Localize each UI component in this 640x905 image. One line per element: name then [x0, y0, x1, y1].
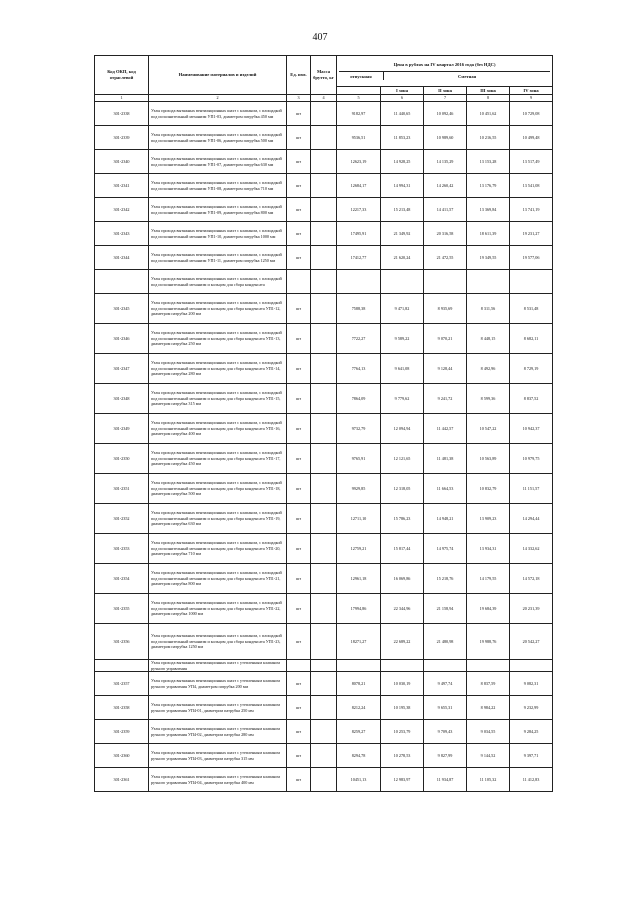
row-price-zone3: 8 837,59	[467, 672, 510, 696]
row-price-zone4: 9 232,99	[510, 696, 553, 720]
row-mass	[311, 384, 337, 414]
row-mass	[311, 744, 337, 768]
row-code: 301-2352	[95, 504, 149, 534]
row-mass	[311, 246, 337, 270]
row-unit: шт	[287, 696, 311, 720]
header-zone2: II зона	[424, 87, 467, 95]
row-price-zone3: 19 349,55	[467, 246, 510, 270]
row-description: Узлы прохода вытяжных вентиляционных шахт с клапаном, с площадкой под исполнительный механизм и кольцом для сбора конденсата УП1-18, диаметром патрубка 500 мм	[149, 474, 287, 504]
row-price-zone4: 10 499,48	[510, 126, 553, 150]
row-price-zone2: 9 827,99	[424, 744, 467, 768]
table-row	[95, 270, 553, 294]
row-price-zone1: 10 278,53	[381, 744, 424, 768]
row-price-zone3: 14 179,55	[467, 564, 510, 594]
header-estimate-group: Сметная	[457, 74, 477, 79]
row-code: 301-2356	[95, 624, 149, 660]
row-price-wholesale: 8212,24	[337, 696, 381, 720]
row-price-zone3: 13 369,84	[467, 198, 510, 222]
col-number: 8	[467, 95, 510, 102]
row-unit: шт	[287, 474, 311, 504]
row-description: Узлы прохода вытяжных вентиляционных шахт с клапаном, с площадкой под исполнительный механизм УП1-06, диаметром патрубка 500 мм	[149, 126, 287, 150]
row-unit: шт	[287, 624, 311, 660]
column-number-row	[95, 95, 553, 102]
row-description: Узлы прохода вытяжных вентиляционных шахт с клапаном, с площадкой под исполнительный механизм и кольцом для сбора конденсата	[149, 270, 287, 294]
row-price-zone3: 13 934,31	[467, 534, 510, 564]
row-price-wholesale: 17495,91	[337, 222, 381, 246]
row-code: 301-2343	[95, 222, 149, 246]
row-price-zone3: 10 832,79	[467, 474, 510, 504]
row-description: Узлы прохода вытяжных вентиляционных шахт с утепленным клапаном ручного управления УП4-03, диаметром патрубка 315 мм	[149, 744, 287, 768]
row-mass	[311, 504, 337, 534]
row-mass	[311, 270, 337, 294]
row-price-wholesale: 18271,27	[337, 624, 381, 660]
row-price-zone3: 13 176,79	[467, 174, 510, 198]
row-price-zone1: 15 786,23	[381, 504, 424, 534]
row-price-zone4: 9 397,71	[510, 744, 553, 768]
table-body	[95, 102, 553, 792]
row-code: 301-2357	[95, 672, 149, 696]
col-number: 3	[287, 95, 311, 102]
col-number: 7	[424, 95, 467, 102]
row-price-zone1: 12 094,94	[381, 414, 424, 444]
row-description: Узлы прохода вытяжных вентиляционных шахт с клапаном, с площадкой под исполнительный механизм и кольцом для сбора конденсата УП1-17, диаметром патрубка 450 мм	[149, 444, 287, 474]
row-price-zone4: 13 517,49	[510, 150, 553, 174]
row-unit: шт	[287, 534, 311, 564]
table-row	[95, 354, 553, 384]
row-price-zone4: 19 231,27	[510, 222, 553, 246]
row-price-zone4	[510, 270, 553, 294]
col-number: 5	[337, 95, 381, 102]
row-mass	[311, 222, 337, 246]
row-price-zone4: 14 332,62	[510, 534, 553, 564]
table-row	[95, 102, 553, 126]
row-code: 301-2350	[95, 444, 149, 474]
table-row	[95, 744, 553, 768]
row-price-wholesale: 17994,86	[337, 594, 381, 624]
row-unit: шт	[287, 126, 311, 150]
row-price-zone1: 9 641,08	[381, 354, 424, 384]
row-description: Узлы прохода вытяжных вентиляционных шахт с клапаном, с площадкой под исполнительный механизм УП1-09, диаметром патрубка 800 мм	[149, 198, 287, 222]
row-price-zone3	[467, 660, 510, 672]
row-price-zone1	[381, 660, 424, 672]
row-price-zone4: 10 942,37	[510, 414, 553, 444]
table-row	[95, 594, 553, 624]
row-price-zone4: 8 837,52	[510, 384, 553, 414]
row-price-zone1	[381, 270, 424, 294]
row-mass	[311, 534, 337, 564]
row-price-wholesale: 9182,97	[337, 102, 381, 126]
row-price-zone2: 14 975,74	[424, 534, 467, 564]
row-price-wholesale	[337, 660, 381, 672]
row-price-wholesale: 12711,10	[337, 504, 381, 534]
row-description: Узлы прохода вытяжных вентиляционных шахт с клапаном, с площадкой под исполнительный механизм и кольцом для сбора конденсата УП1-15, диаметром патрубка 315 мм	[149, 384, 287, 414]
row-code	[95, 270, 149, 294]
table-row	[95, 720, 553, 744]
col-number: 9	[510, 95, 553, 102]
row-price-zone2: 21 158,94	[424, 594, 467, 624]
row-price-zone3: 9 034,55	[467, 720, 510, 744]
price-table	[94, 55, 553, 792]
row-mass	[311, 354, 337, 384]
row-price-zone2: 9 497,74	[424, 672, 467, 696]
row-description: Узлы прохода вытяжных вентиляционных шахт с клапаном, с площадкой под исполнительный механизм и кольцом для сбора конденсата УП1-12, диаметром патрубка 200 мм	[149, 294, 287, 324]
row-price-zone2: 20 316,58	[424, 222, 467, 246]
row-unit: шт	[287, 198, 311, 222]
row-unit: шт	[287, 414, 311, 444]
row-price-zone4: 13 541,08	[510, 174, 553, 198]
page-number: 407	[312, 32, 328, 43]
row-unit: шт	[287, 150, 311, 174]
row-price-wholesale: 9929,85	[337, 474, 381, 504]
row-price-wholesale: 7588,38	[337, 294, 381, 324]
table-row	[95, 384, 553, 414]
row-unit: шт	[287, 444, 311, 474]
row-unit: шт	[287, 720, 311, 744]
table-row	[95, 324, 553, 354]
row-price-zone4: 8 531,48	[510, 294, 553, 324]
row-mass	[311, 672, 337, 696]
table-row	[95, 504, 553, 534]
table-row	[95, 198, 553, 222]
row-mass	[311, 174, 337, 198]
row-description: Узлы прохода вытяжных вентиляционных шахт с клапаном, с площадкой под исполнительный механизм УП1-03, диаметром патрубка 450 мм	[149, 102, 287, 126]
table-row	[95, 696, 553, 720]
row-mass	[311, 198, 337, 222]
row-code: 301-2355	[95, 594, 149, 624]
row-price-zone2: 9 709,43	[424, 720, 467, 744]
row-price-zone2	[424, 660, 467, 672]
row-mass	[311, 660, 337, 672]
row-price-wholesale: 7764,13	[337, 354, 381, 384]
table-row	[95, 222, 553, 246]
row-price-zone2: 14 948,21	[424, 504, 467, 534]
row-mass	[311, 324, 337, 354]
table-row	[95, 174, 553, 198]
row-price-zone1: 12 121,65	[381, 444, 424, 474]
row-price-zone3: 13 153,28	[467, 150, 510, 174]
table-row	[95, 768, 553, 792]
row-price-zone1: 10 195,38	[381, 696, 424, 720]
row-unit: шт	[287, 222, 311, 246]
table-row	[95, 150, 553, 174]
row-price-zone1: 9 779,62	[381, 384, 424, 414]
row-price-zone4: 13 741,19	[510, 198, 553, 222]
row-code: 301-2351	[95, 474, 149, 504]
row-code: 301-2358	[95, 696, 149, 720]
row-price-wholesale: 12623,19	[337, 150, 381, 174]
row-price-zone1: 16 069,86	[381, 564, 424, 594]
row-price-zone2: 11 664,53	[424, 474, 467, 504]
row-price-zone3: 8 492,96	[467, 354, 510, 384]
col-number: 1	[95, 95, 149, 102]
row-mass	[311, 126, 337, 150]
header-zone3: III зона	[467, 87, 510, 95]
header-code: Код ОКП, код отраслевой	[95, 56, 149, 95]
header-price-group	[337, 56, 553, 87]
table-row	[95, 474, 553, 504]
row-price-zone3: 8 599,36	[467, 384, 510, 414]
row-code: 301-2345	[95, 294, 149, 324]
row-price-zone1: 9 589,22	[381, 324, 424, 354]
row-description: Узлы прохода вытяжных вентиляционных шахт с утепленным клапаном ручного управления УП4-04, диаметром патрубка 400 мм	[149, 768, 287, 792]
row-unit: шт	[287, 102, 311, 126]
row-price-wholesale: 9536,51	[337, 126, 381, 150]
row-price-zone2	[424, 270, 467, 294]
row-unit: шт	[287, 744, 311, 768]
row-price-zone1: 11 440,65	[381, 102, 424, 126]
row-mass	[311, 564, 337, 594]
row-description: Узлы прохода вытяжных вентиляционных шахт с клапаном, с площадкой под исполнительный механизм и кольцом для сбора конденсата УП1-21, диаметром патрубка 800 мм	[149, 564, 287, 594]
row-price-zone1: 22 689,22	[381, 624, 424, 660]
row-price-wholesale: 12759,21	[337, 534, 381, 564]
row-code: 301-2348	[95, 384, 149, 414]
row-price-zone4: 11 412,83	[510, 768, 553, 792]
row-unit: шт	[287, 294, 311, 324]
row-price-zone4: 8 682,11	[510, 324, 553, 354]
row-description: Узлы прохода вытяжных вентиляционных шахт с утепленным клапаном ручного управления УП4, диаметром патрубка 200 мм	[149, 672, 287, 696]
row-price-wholesale: 8259,27	[337, 720, 381, 744]
row-code: 301-2360	[95, 744, 149, 768]
row-price-wholesale: 12217,33	[337, 198, 381, 222]
row-unit: шт	[287, 564, 311, 594]
header-wholesale: отпускная	[339, 72, 384, 80]
row-price-zone2: 10 989,60	[424, 126, 467, 150]
row-description: Узлы прохода вытяжных вентиляционных шахт с клапаном, с площадкой под исполнительный механизм УП1-08, диаметром патрубка 710 мм	[149, 174, 287, 198]
header-wholesale-spacer	[337, 87, 381, 95]
header-name: Наименование материалов и изделий	[149, 56, 287, 95]
row-description: Узлы прохода вытяжных вентиляционных шахт с клапаном, с площадкой под исполнительный механизм УП1-10, диаметром патрубка 1000 мм	[149, 222, 287, 246]
price-table-sheet	[94, 55, 552, 792]
row-code: 301-2338	[95, 102, 149, 126]
row-code: 301-2353	[95, 534, 149, 564]
col-number: 6	[381, 95, 424, 102]
row-price-zone3: 8 448,15	[467, 324, 510, 354]
row-price-zone1: 10 253,79	[381, 720, 424, 744]
row-code	[95, 660, 149, 672]
row-price-zone4: 20 542,27	[510, 624, 553, 660]
row-description: Узлы прохода вытяжных вентиляционных шахт с клапаном, с площадкой под исполнительный механизм УП1-11, диаметром патрубка 1250 мм	[149, 246, 287, 270]
row-price-zone4: 20 231,39	[510, 594, 553, 624]
row-price-zone3: 11 105,32	[467, 768, 510, 792]
table-row	[95, 672, 553, 696]
row-unit: шт	[287, 324, 311, 354]
row-price-zone3: 19 988,76	[467, 624, 510, 660]
row-price-zone1: 11 853,23	[381, 126, 424, 150]
row-price-wholesale: 10451,13	[337, 768, 381, 792]
row-price-zone2: 9 241,72	[424, 384, 467, 414]
row-price-zone3: 9 144,52	[467, 744, 510, 768]
row-price-zone2: 14 260,42	[424, 174, 467, 198]
row-code: 301-2347	[95, 354, 149, 384]
row-price-zone4: 9 082,31	[510, 672, 553, 696]
row-price-zone1: 10 030,19	[381, 672, 424, 696]
row-mass	[311, 624, 337, 660]
row-price-zone4: 14 294,44	[510, 504, 553, 534]
row-mass	[311, 102, 337, 126]
row-unit: шт	[287, 354, 311, 384]
row-price-zone1: 15 213,48	[381, 198, 424, 222]
row-code: 301-2344	[95, 246, 149, 270]
row-code: 301-2340	[95, 150, 149, 174]
row-unit: шт	[287, 174, 311, 198]
col-number: 2	[149, 95, 287, 102]
row-price-zone3: 18 611,39	[467, 222, 510, 246]
row-mass	[311, 768, 337, 792]
row-price-wholesale: 9765,91	[337, 444, 381, 474]
row-mass	[311, 594, 337, 624]
table-row	[95, 624, 553, 660]
row-description: Узлы прохода вытяжных вентиляционных шахт с клапаном, с площадкой под исполнительный механизм и кольцом для сбора конденсата УП1-19, диаметром патрубка 630 мм	[149, 504, 287, 534]
row-price-wholesale	[337, 270, 381, 294]
row-price-wholesale: 8294,78	[337, 744, 381, 768]
row-unit: шт	[287, 504, 311, 534]
row-price-wholesale: 12961,18	[337, 564, 381, 594]
row-price-zone4: 9 284,25	[510, 720, 553, 744]
row-price-zone1: 21 620,24	[381, 246, 424, 270]
table-row	[95, 294, 553, 324]
row-unit	[287, 270, 311, 294]
header-zone1: I зона	[381, 87, 424, 95]
row-unit: шт	[287, 246, 311, 270]
header-mass: Масса брутто, кг	[311, 56, 337, 95]
row-price-zone1: 22 344,96	[381, 594, 424, 624]
row-mass	[311, 150, 337, 174]
row-price-zone3: 8 311,56	[467, 294, 510, 324]
row-code: 301-2361	[95, 768, 149, 792]
row-price-zone2: 8 935,69	[424, 294, 467, 324]
row-price-zone4: 10 729,08	[510, 102, 553, 126]
header-price-title: Цена в рублях на IV квартал 2016 года (без НДС)	[393, 62, 496, 67]
row-mass	[311, 414, 337, 444]
row-price-zone4: 8 729,19	[510, 354, 553, 384]
row-price-zone3	[467, 270, 510, 294]
row-description: Узлы прохода вытяжных вентиляционных шахт с утепленным клапаном ручного управления УП4-02, диаметром патрубка 280 мм	[149, 720, 287, 744]
row-price-zone2: 11 934,87	[424, 768, 467, 792]
row-code: 301-2359	[95, 720, 149, 744]
row-description: Узлы прохода вытяжных вентиляционных шахт с клапаном, с площадкой под исполнительный механизм и кольцом для сбора конденсата УП1-23, диаметром патрубка 1250 мм	[149, 624, 287, 660]
row-price-zone1: 14 928,25	[381, 150, 424, 174]
row-code: 301-2354	[95, 564, 149, 594]
row-price-zone1: 9 471,82	[381, 294, 424, 324]
row-price-wholesale: 8078,21	[337, 672, 381, 696]
table-row	[95, 414, 553, 444]
row-price-zone4	[510, 660, 553, 672]
header-unit: Ед. изм.	[287, 56, 311, 95]
row-price-zone2: 9 070,21	[424, 324, 467, 354]
row-code: 301-2342	[95, 198, 149, 222]
row-price-zone2: 10 092,46	[424, 102, 467, 126]
table-row	[95, 534, 553, 564]
row-price-wholesale: 7864,09	[337, 384, 381, 414]
row-description: Узлы прохода вытяжных вентиляционных шахт с клапаном, с площадкой под исполнительный механизм и кольцом для сбора конденсата УП1-14, диаметром патрубка 280 мм	[149, 354, 287, 384]
row-price-zone2: 21 480,98	[424, 624, 467, 660]
row-price-zone3: 8 984,22	[467, 696, 510, 720]
row-price-zone4: 10 979,75	[510, 444, 553, 474]
row-unit: шт	[287, 672, 311, 696]
table-row	[95, 564, 553, 594]
row-mass	[311, 294, 337, 324]
row-mass	[311, 720, 337, 744]
row-price-zone2: 9 128,44	[424, 354, 467, 384]
row-description: Узлы прохода вытяжных вентиляционных шахт с клапаном, с площадкой под исполнительный механизм и кольцом для сбора конденсата УП1-22, диаметром патрубка 1000 мм	[149, 594, 287, 624]
row-price-zone1: 12 983,97	[381, 768, 424, 792]
row-price-wholesale: 17412,77	[337, 246, 381, 270]
row-price-zone2: 14 411,57	[424, 198, 467, 222]
row-description: Узлы прохода вытяжных вентиляционных шахт с утепленным клапаном ручного управления УП4-01, диаметром патрубка 250 мм	[149, 696, 287, 720]
row-price-zone2: 11 481,38	[424, 444, 467, 474]
row-price-zone3: 10 451,62	[467, 102, 510, 126]
row-price-zone3: 10 563,89	[467, 444, 510, 474]
row-price-zone2: 15 218,76	[424, 564, 467, 594]
row-unit: шт	[287, 384, 311, 414]
row-price-zone1: 14 994,31	[381, 174, 424, 198]
header-zone4: IV зона	[510, 87, 553, 95]
row-price-zone4: 14 572,18	[510, 564, 553, 594]
table-row	[95, 126, 553, 150]
row-description: Узлы прохода вытяжных вентиляционных шахт с клапаном, с площадкой под исполнительный механизм и кольцом для сбора конденсата УП1-20, диаметром патрубка 710 мм	[149, 534, 287, 564]
header-row	[95, 56, 553, 87]
row-price-zone3: 10 216,55	[467, 126, 510, 150]
row-description: Узлы прохода вытяжных вентиляционных шахт с клапаном, с площадкой под исполнительный механизм и кольцом для сбора конденсата УП1-16, диаметром патрубка 400 мм	[149, 414, 287, 444]
row-price-zone1: 12 318,05	[381, 474, 424, 504]
row-code: 301-2346	[95, 324, 149, 354]
row-price-zone2: 14 135,29	[424, 150, 467, 174]
row-price-zone3: 13 909,23	[467, 504, 510, 534]
row-price-zone1: 21 349,92	[381, 222, 424, 246]
row-description: Узлы прохода вытяжных вентиляционных шахт с клапаном, с площадкой под исполнительный механизм УП1-07, диаметром патрубка 630 мм	[149, 150, 287, 174]
row-unit: шт	[287, 594, 311, 624]
table-row	[95, 444, 553, 474]
row-price-zone2: 11 442,57	[424, 414, 467, 444]
row-price-wholesale: 7722,27	[337, 324, 381, 354]
col-number: 4	[311, 95, 337, 102]
row-mass	[311, 474, 337, 504]
row-description: Узлы прохода вытяжных вентиляционных шахт с клапаном, с площадкой под исполнительный механизм и кольцом для сбора конденсата УП1-13, диаметром патрубка 250 мм	[149, 324, 287, 354]
row-price-zone2: 21 472,55	[424, 246, 467, 270]
row-mass	[311, 444, 337, 474]
row-code: 301-2349	[95, 414, 149, 444]
row-code: 301-2341	[95, 174, 149, 198]
row-mass	[311, 696, 337, 720]
table-row	[95, 660, 553, 672]
row-code: 301-2339	[95, 126, 149, 150]
row-price-wholesale: 12684,17	[337, 174, 381, 198]
row-unit	[287, 660, 311, 672]
row-price-zone2: 9 655,31	[424, 696, 467, 720]
row-description: Узлы прохода вытяжных вентиляционных шахт с утепленным клапаном ручного управления	[149, 660, 287, 672]
row-unit: шт	[287, 768, 311, 792]
table-row	[95, 246, 553, 270]
row-price-wholesale: 9732,79	[337, 414, 381, 444]
row-price-zone4: 19 577,06	[510, 246, 553, 270]
row-price-zone4: 11 151,57	[510, 474, 553, 504]
row-price-zone3: 19 684,39	[467, 594, 510, 624]
row-price-zone3: 10 547,22	[467, 414, 510, 444]
row-price-zone1: 15 817,44	[381, 534, 424, 564]
